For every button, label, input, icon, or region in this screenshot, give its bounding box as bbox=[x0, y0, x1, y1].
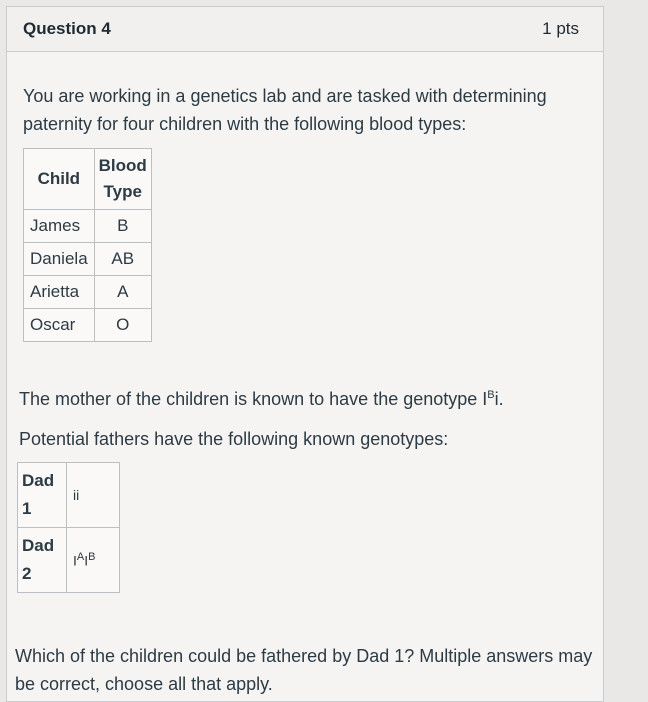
table-row bbox=[24, 243, 152, 276]
table-row bbox=[18, 528, 120, 593]
dads-genotype-table bbox=[17, 462, 120, 593]
table-header-row bbox=[24, 149, 152, 210]
genotype-base: I bbox=[84, 552, 89, 569]
dad-label bbox=[18, 528, 67, 593]
header-blood-line1: Blood bbox=[98, 156, 147, 175]
question-prompt: Which of the children could be fathered by Dad 1? Multiple answers may be correct, choose all that apply. bbox=[15, 646, 593, 694]
dad-genotype: ii bbox=[67, 463, 120, 528]
question-points: 1 pts bbox=[542, 19, 579, 38]
dad-genotype bbox=[67, 528, 120, 593]
mother-text-sup: B bbox=[487, 389, 495, 401]
child-blood-type: O bbox=[94, 309, 151, 342]
table-row bbox=[18, 463, 120, 528]
child-blood-type: B bbox=[94, 210, 151, 243]
child-blood-type: AB bbox=[94, 243, 151, 276]
dad-label-line2: 1 bbox=[22, 499, 32, 518]
dad-label-line1: Dad bbox=[22, 471, 55, 490]
child-name: Oscar bbox=[24, 309, 95, 342]
fathers-intro-text: Potential fathers have the following known genotypes: bbox=[19, 429, 449, 449]
question-card bbox=[6, 6, 604, 702]
header-child: Child bbox=[24, 149, 95, 210]
question-header bbox=[7, 7, 603, 52]
mother-genotype-text bbox=[19, 389, 504, 410]
header-blood-type bbox=[94, 149, 151, 210]
table-row bbox=[24, 309, 152, 342]
dad-label-line1: Dad bbox=[22, 536, 55, 555]
question-title: Question 4 bbox=[23, 19, 111, 38]
child-name: Arietta bbox=[24, 276, 95, 309]
child-name: Daniela bbox=[24, 243, 95, 276]
children-blood-table bbox=[23, 148, 152, 342]
genotype-base: I bbox=[73, 552, 77, 569]
child-name: James bbox=[24, 210, 95, 243]
table-row bbox=[24, 210, 152, 243]
child-blood-type: A bbox=[94, 276, 151, 309]
header-blood-line2: Type bbox=[103, 182, 142, 201]
dad-label-line2: 2 bbox=[22, 564, 32, 583]
genotype-sup: B bbox=[88, 551, 96, 564]
mother-text-prefix: The mother of the children is known to have the genotype I bbox=[19, 389, 488, 409]
intro-text: You are working in a genetics lab and are tasked with determining paternity for four children with the following blood types: bbox=[23, 86, 547, 134]
genotype-sup: A bbox=[76, 551, 85, 564]
dad-label bbox=[18, 463, 67, 528]
mother-text-suffix: i. bbox=[494, 389, 504, 409]
table-row bbox=[24, 276, 152, 309]
